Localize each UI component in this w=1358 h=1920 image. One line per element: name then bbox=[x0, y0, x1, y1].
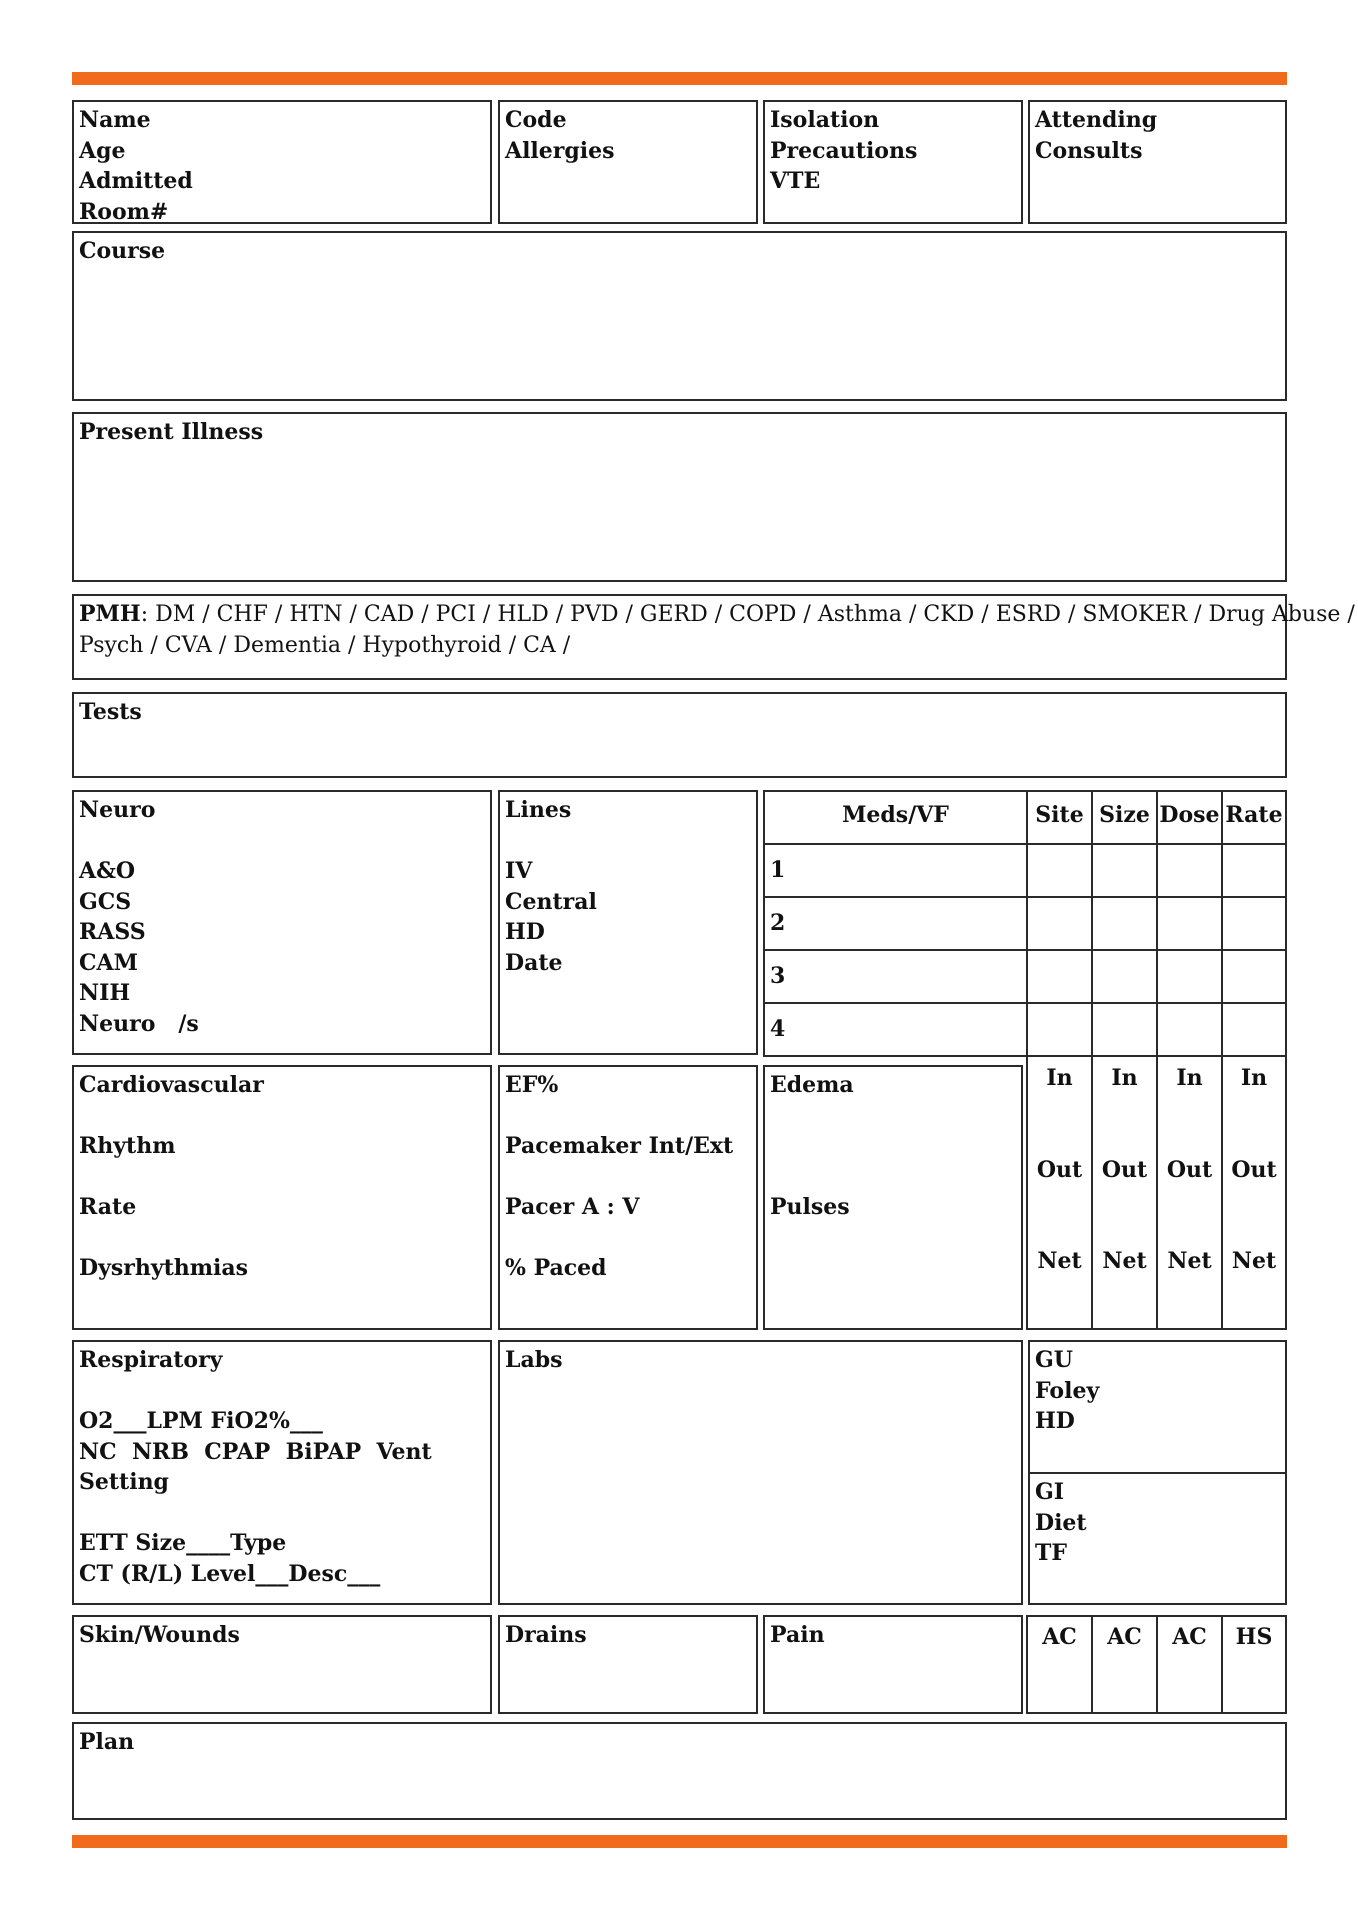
admitted-label: Admitted bbox=[79, 168, 193, 194]
dysrhythmias-label: Dysrhythmias bbox=[79, 1255, 249, 1281]
hs-check: HS bbox=[1221, 1615, 1287, 1714]
med-cell bbox=[1156, 896, 1223, 951]
consults-label: Consults bbox=[1035, 137, 1143, 164]
med-cell bbox=[1091, 1002, 1158, 1057]
code-label: Code bbox=[505, 107, 567, 133]
pacer-av-label: Pacer A : V bbox=[505, 1194, 640, 1220]
med-cell bbox=[1156, 843, 1223, 898]
med-cell bbox=[1156, 949, 1223, 1004]
percent-paced-label: % Paced bbox=[505, 1255, 607, 1281]
site-header: Site bbox=[1026, 790, 1093, 845]
cardiovascular-box bbox=[72, 1065, 492, 1330]
drains-box bbox=[498, 1615, 758, 1714]
nih-label: NIH bbox=[79, 980, 131, 1006]
out-label: Out bbox=[1101, 1157, 1148, 1183]
rass-label: RASS bbox=[79, 919, 146, 945]
gi-box bbox=[1028, 1472, 1287, 1605]
present-illness-label: Present Illness bbox=[79, 419, 264, 445]
plan-box bbox=[72, 1722, 1287, 1820]
med-cell bbox=[1221, 843, 1287, 898]
iv-label: IV bbox=[505, 858, 533, 884]
gu-label: GU bbox=[1035, 1347, 1073, 1373]
labs-box bbox=[498, 1340, 1023, 1605]
med-cell bbox=[1221, 1002, 1287, 1057]
ac-check-3: AC bbox=[1156, 1615, 1223, 1714]
pain-box bbox=[763, 1615, 1023, 1714]
io-column bbox=[1156, 1055, 1223, 1330]
ac-check-2: AC bbox=[1091, 1615, 1158, 1714]
edema-box bbox=[763, 1065, 1023, 1330]
in-label: In bbox=[1111, 1065, 1138, 1091]
oxygen-devices-line: NC NRB CPAP BiPAP Vent bbox=[79, 1438, 432, 1465]
room-label: Room# bbox=[79, 198, 169, 225]
cardiovascular-title: Cardiovascular bbox=[79, 1072, 264, 1098]
age-label: Age bbox=[79, 137, 126, 164]
in-label: In bbox=[1046, 1065, 1073, 1091]
attending-label: Attending bbox=[1035, 107, 1158, 133]
isolation-label: Isolation bbox=[770, 107, 880, 133]
med-row-2: 2 bbox=[763, 896, 1028, 951]
ac-check-1: AC bbox=[1026, 1615, 1093, 1714]
meds-vf-header: Meds/VF bbox=[763, 790, 1028, 845]
med-cell bbox=[1026, 1002, 1093, 1057]
net-label: Net bbox=[1231, 1248, 1277, 1274]
med-cell bbox=[1221, 949, 1287, 1004]
course-box bbox=[72, 231, 1287, 401]
chest-tube-line: CT (R/L) Level___Desc___ bbox=[79, 1560, 381, 1587]
respiratory-box bbox=[72, 1340, 492, 1605]
vte-label: VTE bbox=[770, 168, 821, 194]
pmh-label: PMH bbox=[79, 601, 141, 627]
med-row-4: 4 bbox=[763, 1002, 1028, 1057]
rhythm-label: Rhythm bbox=[79, 1133, 176, 1159]
ett-line: ETT Size____Type bbox=[79, 1530, 287, 1556]
ef-box bbox=[498, 1065, 758, 1330]
out-label: Out bbox=[1166, 1157, 1213, 1183]
med-cell bbox=[1091, 843, 1158, 898]
foley-label: Foley bbox=[1035, 1377, 1100, 1404]
med-cell bbox=[1026, 896, 1093, 951]
diet-label: Diet bbox=[1035, 1509, 1087, 1536]
tf-label: TF bbox=[1035, 1540, 1067, 1566]
io-column bbox=[1221, 1055, 1287, 1330]
out-label: Out bbox=[1036, 1157, 1083, 1183]
med-cell bbox=[1026, 843, 1093, 898]
hd-line-label: HD bbox=[505, 919, 545, 945]
tests-box bbox=[72, 692, 1287, 778]
respiratory-title: Respiratory bbox=[79, 1347, 223, 1373]
skin-wounds-box bbox=[72, 1615, 492, 1714]
in-label: In bbox=[1176, 1065, 1203, 1091]
present-illness-box bbox=[72, 412, 1287, 582]
med-cell bbox=[1091, 896, 1158, 951]
net-label: Net bbox=[1167, 1248, 1212, 1274]
plan-label: Plan bbox=[79, 1729, 135, 1755]
pain-label: Pain bbox=[770, 1622, 825, 1648]
patient-info-box bbox=[72, 100, 492, 224]
precautions-label: Precautions bbox=[770, 137, 918, 164]
bottom-accent-bar bbox=[72, 1835, 1287, 1848]
dose-header: Dose bbox=[1156, 790, 1223, 845]
med-row-1: 1 bbox=[763, 843, 1028, 898]
pulses-label: Pulses bbox=[770, 1194, 850, 1220]
rate-header: Rate bbox=[1221, 790, 1287, 845]
net-label: Net bbox=[1037, 1248, 1082, 1274]
med-cell bbox=[1156, 1002, 1223, 1057]
top-accent-bar bbox=[72, 72, 1287, 85]
pmh-conditions-line2: Psych / CVA / Dementia / Hypothyroid / CA / bbox=[79, 632, 571, 658]
ef-label: EF% bbox=[505, 1072, 559, 1098]
pmh-conditions-line1: : DM / CHF / HTN / CAD / PCI / HLD / PVD / GERD / COPD / Asthma / CKD / ESRD / SMOKER / Drug Abuse / bbox=[140, 602, 1355, 627]
allergies-label: Allergies bbox=[505, 137, 615, 164]
isolation-box bbox=[763, 100, 1023, 224]
o2-line: O2___LPM FiO2%___ bbox=[79, 1408, 323, 1434]
lines-title: Lines bbox=[505, 797, 572, 823]
edema-label: Edema bbox=[770, 1072, 854, 1098]
gu-box bbox=[1028, 1340, 1287, 1474]
date-label: Date bbox=[505, 949, 563, 976]
lines-box bbox=[498, 790, 758, 1055]
net-label: Net bbox=[1102, 1248, 1147, 1274]
neuro-title: Neuro bbox=[79, 797, 156, 823]
course-label: Course bbox=[79, 238, 166, 264]
pacemaker-label: Pacemaker Int/Ext bbox=[505, 1133, 734, 1159]
cam-label: CAM bbox=[79, 949, 138, 976]
size-header: Size bbox=[1091, 790, 1158, 845]
io-column bbox=[1091, 1055, 1158, 1330]
attending-box bbox=[1028, 100, 1287, 224]
med-cell bbox=[1026, 949, 1093, 1004]
hd-gu-label: HD bbox=[1035, 1408, 1075, 1434]
drains-label: Drains bbox=[505, 1622, 587, 1648]
name-label: Name bbox=[79, 107, 151, 133]
code-box bbox=[498, 100, 758, 224]
setting-label: Setting bbox=[79, 1469, 169, 1495]
neuro-checks-label: Neuro /s bbox=[79, 1010, 199, 1037]
med-cell bbox=[1221, 896, 1287, 951]
tests-label: Tests bbox=[79, 699, 142, 725]
io-column bbox=[1026, 1055, 1093, 1330]
labs-label: Labs bbox=[505, 1347, 563, 1373]
med-row-3: 3 bbox=[763, 949, 1028, 1004]
gi-label: GI bbox=[1035, 1479, 1065, 1505]
central-label: Central bbox=[505, 888, 597, 915]
ao-label: A&O bbox=[79, 858, 136, 884]
med-cell bbox=[1091, 949, 1158, 1004]
pmh-box bbox=[72, 594, 1355, 680]
in-label: In bbox=[1240, 1065, 1268, 1091]
skin-wounds-label: Skin/Wounds bbox=[79, 1622, 240, 1648]
rate-label: Rate bbox=[79, 1194, 137, 1220]
neuro-box bbox=[72, 790, 492, 1055]
out-label: Out bbox=[1231, 1157, 1277, 1183]
gcs-label: GCS bbox=[79, 888, 132, 915]
